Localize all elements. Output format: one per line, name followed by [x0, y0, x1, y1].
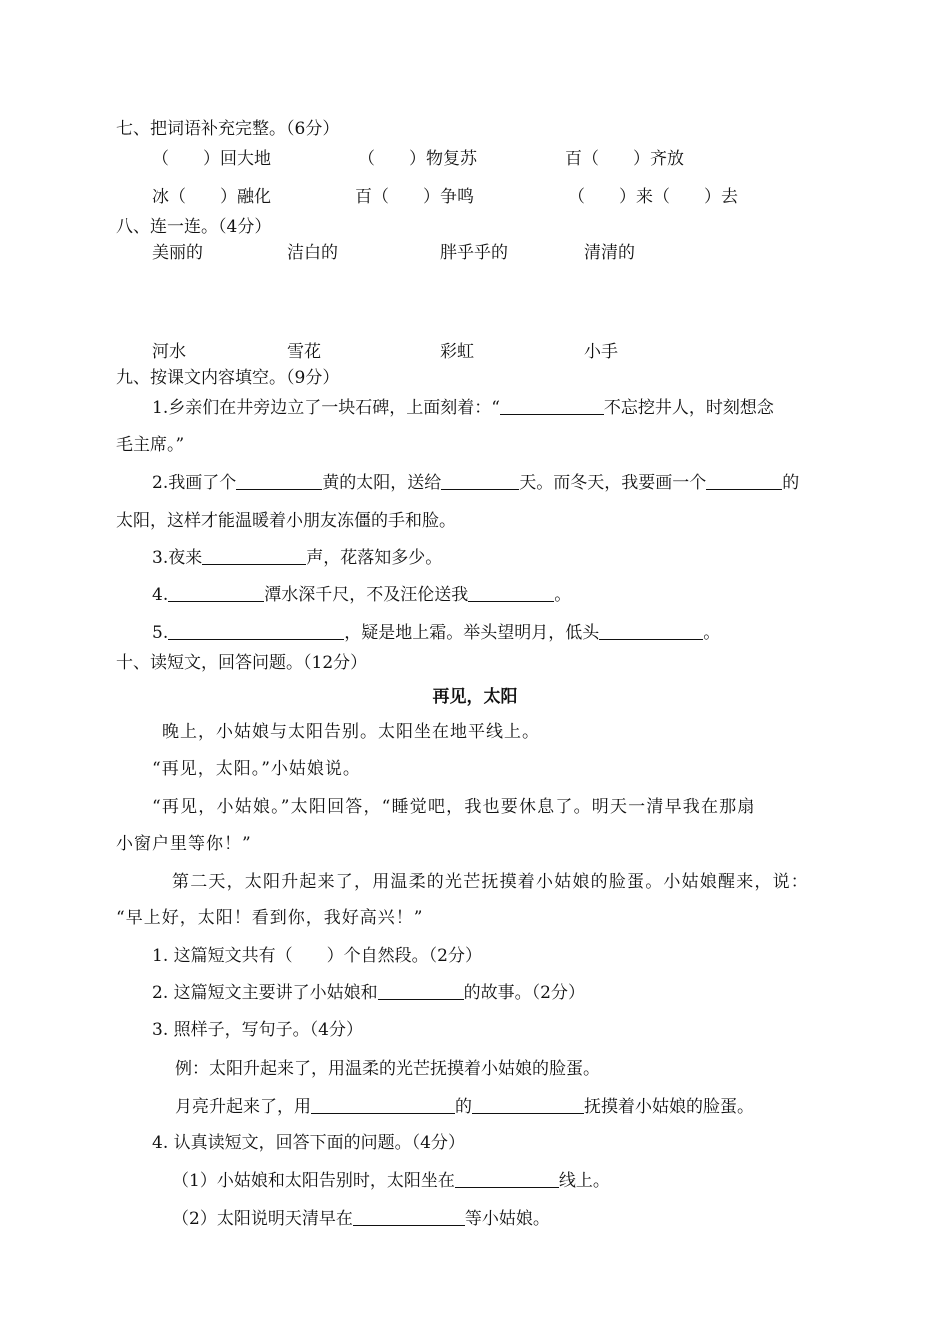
- s9-q4-blank-1[interactable]: [168, 585, 264, 602]
- s9-q1-text-a: 1.乡亲们在井旁边立了一块石碑，上面刻着：“: [152, 398, 500, 418]
- s10-q4-1: [172, 1170, 610, 1192]
- s10-q3-blank-2[interactable]: [472, 1097, 584, 1114]
- s7-item-5: 百（ ）争鸣: [355, 187, 474, 207]
- passage-p3-line2: 小窗户里等你！”: [116, 834, 252, 854]
- s10-q2-text-a: 2. 这篇短文主要讲了小姑娘和: [152, 983, 378, 1003]
- s9-q2-line1: [152, 472, 799, 494]
- passage-p3-line1: “再见，小姑娘。”太阳回答，“睡觉吧，我也要休息了。明天一清早我在那扇: [152, 797, 756, 817]
- passage-p4-line1: 第二天，太阳升起来了，用温柔的光芒抚摸着小姑娘的脸蛋。小姑娘醒来，说：: [172, 872, 809, 892]
- s8-top-2: 洁白的: [287, 243, 338, 263]
- passage-p4-line2: “早上好，太阳！看到你，我好高兴！”: [116, 908, 424, 928]
- s10-q4: 4. 认真读短文，回答下面的问题。（4分）: [152, 1133, 465, 1153]
- s9-q5-blank-1[interactable]: [168, 623, 344, 640]
- s9-q1-line2: 毛主席。”: [116, 435, 185, 455]
- s7-item-2: （ ）物复苏: [358, 149, 477, 169]
- s9-q2-text-d: 的: [782, 473, 800, 493]
- s8-bottom-2: 雪花: [287, 342, 321, 362]
- s10-q3-blank-1[interactable]: [311, 1097, 455, 1114]
- s8-bottom-1: 河水: [152, 342, 186, 362]
- s10-q2: [152, 982, 585, 1004]
- s9-q4-blank-2[interactable]: [468, 585, 554, 602]
- s9-q1-text-b: 不忘挖井人，时刻想念: [603, 398, 774, 418]
- s9-q3: [152, 547, 442, 569]
- s9-q1-blank[interactable]: [500, 398, 604, 415]
- s9-q4: [152, 584, 571, 606]
- s10-q3-sentence: [175, 1096, 754, 1118]
- s9-q4-text-b: 潭水深千尺，不及汪伦送我: [264, 585, 469, 605]
- s10-q4-2-text-a: （2）太阳说明天清早在: [172, 1209, 353, 1229]
- s7-item-1: （ ）回大地: [152, 149, 271, 169]
- s7-item-4: 冰（ ）融化: [152, 187, 271, 207]
- passage-p2: “再见，太阳。”小姑娘说。: [152, 759, 361, 779]
- s8-bottom-3: 彩虹: [440, 342, 474, 362]
- s10-q4-2: [172, 1208, 550, 1230]
- s8-top-4: 清清的: [584, 243, 635, 263]
- s10-q2-text-b: 的故事。（2分）: [463, 983, 585, 1003]
- passage-p1: 晚上，小姑娘与太阳告别。太阳坐在地平线上。: [162, 722, 540, 742]
- s9-q3-text-b: 声，花落知多少。: [306, 548, 443, 568]
- s9-q2-text-b: 黄的太阳，送给: [322, 473, 442, 493]
- section-9-heading: 九、按课文内容填空。（9分）: [116, 368, 340, 388]
- s9-q2-blank-2[interactable]: [441, 473, 519, 490]
- s9-q2-text-a: 2.我画了个: [152, 473, 237, 493]
- s7-item-6: （ ）来（ ）去: [568, 187, 738, 207]
- s8-top-3: 胖乎乎的: [440, 243, 508, 263]
- s9-q5-blank-2[interactable]: [599, 623, 703, 640]
- s9-q2-blank-3[interactable]: [706, 473, 782, 490]
- s10-q4-2-blank[interactable]: [353, 1209, 465, 1226]
- s9-q5-text-a: 5.: [152, 623, 169, 643]
- s10-q4-1-text-b: 线上。: [558, 1171, 610, 1191]
- s10-q3-example: 例：太阳升起来了，用温柔的光芒抚摸着小姑娘的脸蛋。: [175, 1059, 600, 1079]
- s10-q3-text-c: 抚摸着小姑娘的脸蛋。: [584, 1097, 754, 1117]
- s9-q1-line1: [152, 397, 774, 419]
- s10-q3-text-b: 的: [455, 1097, 472, 1117]
- s7-item-3: 百（ ）齐放: [565, 149, 684, 169]
- s10-q4-1-blank[interactable]: [455, 1171, 559, 1188]
- s9-q5-text-b: ，疑是地上霜。举头望明月，低头: [344, 623, 600, 643]
- s10-q1: 1. 这篇短文共有（ ）个自然段。（2分）: [152, 946, 482, 966]
- section-10-heading: 十、读短文，回答问题。（12分）: [116, 653, 368, 673]
- s10-q3: 3. 照样子，写句子。（4分）: [152, 1020, 363, 1040]
- s9-q2-line2: 太阳，这样才能温暖着小朋友冻僵的手和脸。: [116, 511, 456, 531]
- s9-q5: [152, 622, 720, 644]
- s9-q3-blank[interactable]: [202, 548, 306, 565]
- s10-q4-1-text-a: （1）小姑娘和太阳告别时，太阳坐在: [172, 1171, 455, 1191]
- s10-q4-2-text-b: 等小姑娘。: [464, 1209, 550, 1229]
- s9-q2-blank-1[interactable]: [236, 473, 322, 490]
- s9-q5-text-c: 。: [703, 623, 721, 643]
- passage-title: 再见，太阳: [432, 687, 518, 707]
- s9-q4-text-c: 。: [554, 585, 572, 605]
- s8-top-1: 美丽的: [152, 243, 203, 263]
- s9-q4-text-a: 4.: [152, 585, 169, 605]
- s9-q3-text-a: 3.夜来: [152, 548, 203, 568]
- section-8-heading: 八、连一连。（4分）: [116, 217, 272, 237]
- s10-q2-blank[interactable]: [378, 983, 464, 1000]
- s8-bottom-4: 小手: [584, 342, 618, 362]
- section-7-heading: 七、把词语补充完整。（6分）: [116, 119, 340, 139]
- s10-q3-text-a: 月亮升起来了，用: [175, 1097, 311, 1117]
- s9-q2-text-c: 天。而冬天，我要画一个: [519, 473, 707, 493]
